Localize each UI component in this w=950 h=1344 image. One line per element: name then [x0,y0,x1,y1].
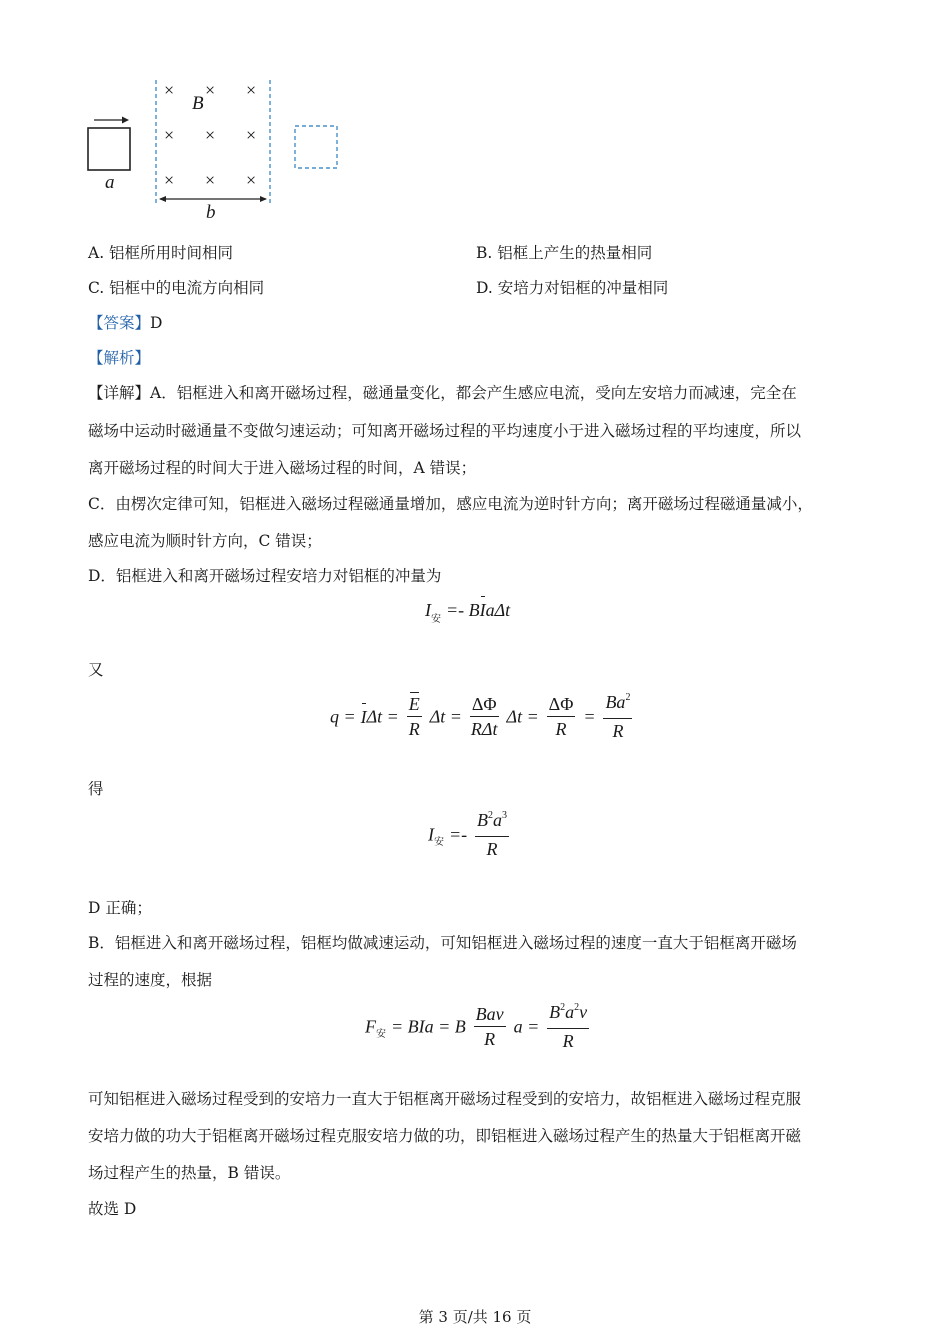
detail-line-3: 离开磁场过程的时间大于进入磁场过程的时间，A 错误； [88,459,477,477]
option-d: D. 安培力对铝框的冲量相同 [476,279,669,297]
conclusion-line-3: 场过程产生的热量，B 错误。 [88,1164,291,1182]
velocity-arrowhead [122,117,129,124]
width-label-b: b [206,202,216,223]
field-cross: × [246,125,257,145]
answer-value: D [150,314,163,332]
detail-line-5: 感应电流为顺时针方向，C 错误； [88,532,322,550]
field-cross: × [164,170,175,190]
frame-label-a: a [105,172,115,193]
b-line-1: B．铝框进入和离开磁场过程，铝框均做减速运动，可知铝框进入磁场过程的速度一直大于铝框离开磁场 [88,934,797,952]
field-cross: × [205,125,216,145]
field-label-B: B [192,93,204,114]
field-cross: × [205,170,216,190]
equation-impulse-result: $I_安$ =- $\frac{B^2a^3}{R}$ [428,810,508,859]
detail-line-4: C．由楞次定律可知，铝框进入磁场过程磁通量增加，感应电流为逆时针方向；离开磁场过程磁通量减小， [88,495,813,513]
field-cross: × [246,80,257,100]
word-you: 又 [88,661,104,679]
field-cross: × [246,170,257,190]
option-b: B. 铝框上产生的热量相同 [476,244,653,262]
answer-tag: 【答案】 [88,314,151,332]
conclusion-line-2: 安培力做的功大于铝框离开磁场过程克服安培力做的功，即铝框进入磁场过程产生的热量大于铝框离开磁 [88,1127,802,1145]
answer-line [88,311,162,333]
conclusion-line-1: 可知铝框进入磁场过程受到的安培力一直大于铝框离开磁场过程受到的安培力，故铝框进入磁场过程克服 [88,1090,802,1108]
detail-tag: 【详解】 [88,384,151,402]
equation-charge: q = IΔt = $\frac{E}{R}$ Δt = $\frac{\Delta\Phi}{\text{RΔt}}$ Δt = $\frac{\Delta\Phi}{R}$ = $\frac{Ba^2}{R}$ [330,692,631,741]
b-line-2: 过程的速度，根据 [88,971,213,989]
frame-exit-position [295,126,337,168]
field-cross: × [164,80,175,100]
field-cross: × [164,125,175,145]
field-cross: × [205,80,216,100]
option-c: C. 铝框中的电流方向相同 [88,279,265,297]
d-correct: D 正确； [88,899,152,917]
aluminum-frame [88,128,130,170]
analysis-tag: 【解析】 [88,349,151,367]
final-choice: 故选 D [88,1200,137,1218]
equation-impulse: $I_安 =- BIa\Delta t$ [425,600,511,625]
detail-line-1: 【详解】A．铝框进入和离开磁场过程，磁通量变化，都会产生感应电流，受向左安培力而减速，完全在 [88,384,797,402]
option-a: A. 铝框所用时间相同 [88,244,234,262]
page-footer: 第 3 页/共 16 页 [418,1308,532,1326]
detail-line-2: 磁场中运动时磁通量不变做匀速运动；可知离开磁场过程的平均速度小于进入磁场过程的平均速度，所以 [88,422,802,440]
equation-ampere-force: $F_安$ = BIa = B $\frac{\text{Bav}}{R}$ a = $\frac{B^2a^2v}{R}$ [365,1002,588,1051]
word-de: 得 [88,780,104,798]
detail-line-6: D．铝框进入和离开磁场过程安培力对铝框的冲量为 [88,567,442,585]
